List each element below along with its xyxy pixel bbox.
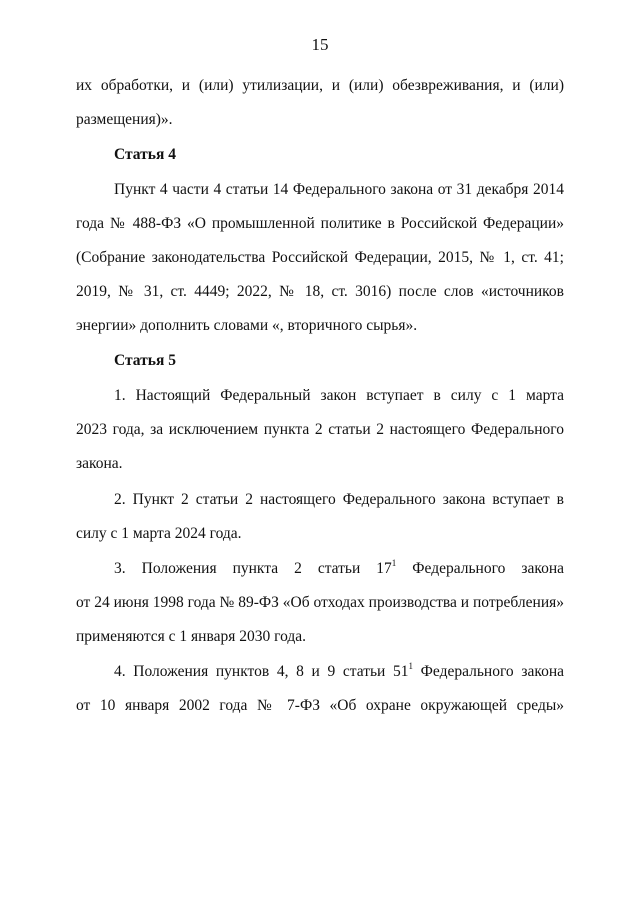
- continuation-line-2: размещения)».: [76, 111, 173, 128]
- article-5-item-3-line-2: от 24 июня 1998 года № 89-ФЗ «Об отходах производства и потребления»: [76, 594, 564, 611]
- article-5-item-3-line-3: применяются с 1 января 2030 года.: [76, 628, 307, 645]
- page-number: 15: [311, 35, 329, 54]
- article-5-item-4-line-1: [76, 655, 564, 689]
- item-3-text-before: 3. Положения пункта 2 статьи 17: [114, 560, 392, 577]
- item-4-superscript: 1: [408, 661, 413, 671]
- article-4-heading: Статья 4: [114, 146, 176, 163]
- item-3-text-after: Федерального закона: [396, 560, 564, 577]
- article-5-item-1-line-3: закона.: [76, 455, 123, 472]
- item-4-text-before: 4. Положения пунктов 4, 8 и 9 статьи 51: [114, 663, 409, 680]
- article-5-item-2-line-2: силу с 1 марта 2024 года.: [76, 525, 242, 542]
- article-4-line-3: (Собрание законодательства Российской Федерации, 2015, № 1, ст. 41;: [76, 249, 564, 266]
- continuation-line-1: их обработки, и (или) утилизации, и (или) обезвреживания, и (или): [76, 77, 564, 94]
- article-5-heading: Статья 5: [114, 352, 176, 369]
- article-5-item-1-line-2: 2023 года, за исключением пункта 2 статьи 2 настоящего Федерального: [76, 421, 564, 438]
- article-4-line-5: энергии» дополнить словами «, вторичного сырья».: [76, 317, 418, 334]
- article-4-line-4: 2019, № 31, ст. 4449; 2022, № 18, ст. 3016) после слов «источников: [76, 283, 564, 300]
- item-4-text-after: Федерального закона: [413, 663, 565, 680]
- article-5-item-1-line-1: 1. Настоящий Федеральный закон вступает в силу с 1 марта: [114, 387, 564, 404]
- article-4-line-2: года № 488-ФЗ «О промышленной политике в Российской Федерации»: [76, 215, 564, 232]
- article-5-item-4-line-2: от 10 января 2002 года № 7-ФЗ «Об охране окружающей среды»: [76, 697, 564, 714]
- article-5-item-2-line-1: 2. Пункт 2 статьи 2 настоящего Федерального закона вступает в: [114, 491, 564, 508]
- article-5-item-3-line-1: [76, 552, 564, 586]
- article-4-line-1: Пункт 4 части 4 статьи 14 Федерального закона от 31 декабря 2014: [114, 181, 564, 198]
- item-3-superscript: 1: [391, 558, 397, 568]
